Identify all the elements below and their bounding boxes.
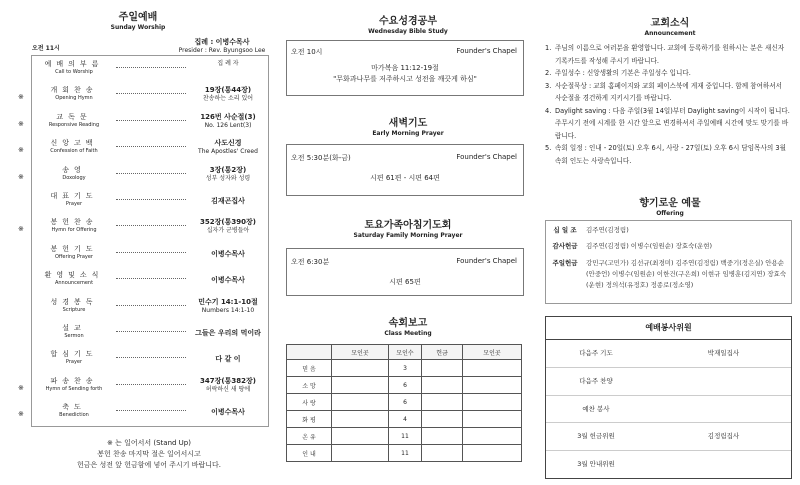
column-header: 모인곳: [463, 345, 522, 360]
volunteer-role: 3월 헌금위원: [577, 432, 615, 441]
volunteer-role: 3월 안내위원: [577, 460, 615, 469]
volunteer-person: 박재일집사: [707, 349, 740, 357]
worship-order-row: [18, 83, 268, 109]
worship-order-row: [32, 321, 268, 347]
worship-value: [188, 377, 268, 394]
dawn-prayer-time: 오전 5:30분(화-금): [291, 154, 351, 162]
volunteer-person: 김정림집사: [707, 432, 740, 441]
table-row: [287, 394, 522, 411]
table-cell: [422, 428, 463, 445]
worship-item: [34, 113, 114, 129]
worship-item-en: Doxology: [62, 174, 86, 181]
stand-up-marker: ※: [18, 225, 24, 234]
dotted-leader: [116, 410, 186, 411]
worship-footer: [31, 438, 267, 471]
bible-study-time: 오전 10시: [291, 48, 323, 56]
worship-item-en: Sermon: [64, 333, 84, 339]
worship-value-main: 민수기 14:1-10절: [198, 297, 258, 306]
dotted-leader: [116, 225, 186, 226]
stand-up-marker: ※: [18, 146, 24, 155]
table-cell: 6: [389, 377, 422, 394]
class-meeting-title: 속회보고: [388, 318, 428, 329]
saturday-prayer-box: [286, 248, 524, 296]
stand-up-marker: ※: [18, 172, 24, 181]
worship-order-row: [18, 400, 268, 426]
worship-value: [188, 329, 268, 338]
table-row: [287, 411, 522, 428]
volunteer-role: 예찬 봉사: [582, 404, 610, 413]
worship-time: 오전 11시: [32, 45, 60, 52]
worship-meta: [0, 38, 276, 56]
worship-item-en: Opening Hymn: [55, 95, 93, 102]
offering-subtitle: Offering: [656, 210, 684, 217]
table-cell: 사 랑: [287, 394, 332, 411]
dawn-prayer-title: 새벽기도: [388, 118, 428, 129]
class-meeting-header: [276, 318, 540, 338]
announcement-text: 주님의 이름으로 여러분을 환영합니다. 교회에 등록하기를 원하시는 분은 새신자 기록카드를 작성해 주시기 바랍니다.: [555, 44, 785, 65]
worship-item: [34, 403, 114, 419]
worship-value-main: 352장(통390장): [200, 218, 256, 227]
worship-value-sub: 집 례 자: [217, 60, 239, 67]
offering-names: 김주연(김정림) 이병수(임원순) 장효숙(운현): [586, 242, 713, 250]
worship-value-main: 사도신경: [214, 139, 242, 148]
worship-value-sub: The Apostles' Creed: [198, 148, 258, 156]
worship-value: [188, 218, 268, 235]
table-cell: 11: [389, 445, 422, 462]
worship-value: [188, 355, 268, 364]
worship-value: [188, 60, 268, 68]
table-cell: 4: [389, 411, 422, 428]
worship-item-ko: 합심기도: [50, 350, 98, 359]
announcement-text: 사순절묵상 : 교회 홈페이지와 교회 페이스북에 게재 중입니다. 함께 참여하셔서 사순절을 경건하게 지키시기를 바랍니다.: [555, 81, 783, 102]
worship-item-ko: 설교: [62, 324, 86, 332]
worship-value-main: 19장(통44장): [204, 86, 252, 95]
worship-item-ko: 대표기도: [50, 192, 98, 200]
volunteer-title: 예배봉사위원: [546, 317, 791, 340]
table-cell: 소 망: [287, 377, 332, 394]
worship-item-en: Scripture: [62, 306, 86, 313]
worship-value: [188, 298, 268, 315]
worship-item: [34, 271, 114, 287]
worship-order-row: [18, 110, 268, 136]
worship-order-row: [18, 136, 268, 162]
worship-value-sub: 십자가 군병들아: [206, 227, 250, 235]
worship-value-sub: No. 126 Lent(3): [204, 121, 252, 129]
offering-label: 십 일 조: [553, 226, 577, 234]
table-cell: [332, 377, 389, 394]
worship-order-row: [32, 268, 268, 294]
worship-order-row: [18, 215, 268, 241]
table-cell: [463, 360, 522, 377]
saturday-prayer-time: 오전 6:30분: [291, 258, 330, 266]
dotted-leader: [116, 357, 186, 358]
stand-up-marker: ※: [18, 383, 24, 392]
table-header-row: [287, 345, 522, 360]
dotted-leader: [116, 331, 186, 332]
dotted-leader: [116, 93, 186, 94]
worship-value-sub: Numbers 14:1-10: [201, 306, 255, 314]
announcement-text: 속회 일정 : 인내 - 20일(토) 오후 6시, 사랑 - 27일(토) 오후 6시 담임목사의 3월 속회 인도는 사랑속입니다.: [555, 144, 786, 165]
table-cell: 인 내: [287, 445, 332, 462]
column-header: [287, 345, 332, 360]
worship-value-sub: 찬송하는 소리 있어: [202, 95, 254, 103]
table-cell: 온 유: [287, 428, 332, 445]
worship-item-en: Call to Worship: [55, 69, 93, 75]
dawn-prayer-subtitle: Early Morning Prayer: [372, 130, 444, 137]
worship-item-ko: 환영및소식: [44, 271, 104, 280]
volunteer-row: [546, 451, 791, 478]
table-cell: [332, 394, 389, 411]
table-row: [287, 445, 522, 462]
dotted-leader: [116, 252, 186, 253]
dotted-leader: [116, 146, 186, 147]
worship-item-ko: 교독문: [56, 112, 92, 121]
table-cell: [422, 445, 463, 462]
table-cell: [463, 445, 522, 462]
worship-order-row: [32, 347, 268, 373]
table-cell: [463, 428, 522, 445]
volunteer-row: [546, 423, 791, 451]
offering-header: [540, 198, 800, 218]
announcement-item: [545, 80, 790, 105]
worship-order-row: [32, 57, 268, 83]
table-row: [287, 360, 522, 377]
volunteer-row: [546, 368, 791, 396]
worship-value: [188, 250, 268, 259]
offering-box: [545, 220, 792, 304]
table-cell: 믿 음: [287, 360, 332, 377]
worship-value-main: 3장(통2장): [209, 165, 247, 174]
worship-item-ko: 봉헌기도: [50, 244, 98, 253]
worship-item-ko: 봉헌찬송: [50, 218, 98, 227]
worship-item: [34, 245, 114, 261]
dawn-prayer-header: [276, 118, 540, 138]
offering-label: 주일헌금: [552, 259, 578, 267]
worship-item-en: Hymn for Offering: [51, 227, 97, 234]
worship-header: [0, 12, 276, 32]
worship-item-ko: 축도: [62, 403, 86, 412]
volunteer-role: 다음주 찬양: [579, 376, 613, 385]
worship-item-ko: 송영: [62, 165, 86, 174]
table-row: [287, 377, 522, 394]
stand-up-marker: ※: [18, 93, 24, 102]
column-header: 모인수: [389, 345, 422, 360]
class-meeting-table: [286, 344, 522, 462]
worship-item-en: Announcement: [54, 280, 94, 287]
worship-item-en: Confession of Faith: [50, 148, 98, 155]
worship-order-row: [18, 374, 268, 400]
table-cell: [422, 411, 463, 428]
table-cell: [422, 360, 463, 377]
offering-title: 향기로운 예물: [639, 198, 701, 209]
dotted-leader: [116, 384, 186, 385]
worship-value-main: 347장(통382장): [200, 376, 256, 385]
worship-item: [34, 139, 114, 155]
announcement-item: [545, 42, 790, 67]
worship-item: [34, 218, 114, 234]
announcement-title: 교회소식: [650, 18, 690, 29]
presider-en: Presider : Rev. Byungsoo Lee: [178, 47, 266, 54]
worship-column: [0, 0, 276, 485]
worship-item-ko: 예배의부름: [44, 60, 104, 68]
column-header: 헌금: [422, 345, 463, 360]
worship-item: [34, 324, 114, 340]
worship-value-main: 김재곤집사: [211, 197, 245, 205]
order-of-worship: [18, 55, 269, 427]
bible-study-header: [276, 16, 540, 36]
dotted-leader: [116, 67, 186, 68]
stand-up-marker: ※: [18, 410, 24, 419]
announcement-item: [545, 67, 790, 80]
bible-study-box: [286, 40, 524, 96]
dotted-leader: [116, 120, 186, 121]
worship-value-sub: 성부 성자와 성령: [205, 174, 251, 182]
worship-value: [188, 408, 268, 417]
bible-study-place: Founder's Chapel: [456, 47, 517, 55]
table-cell: [332, 428, 389, 445]
announcement-list: [545, 42, 790, 167]
worship-item-ko: 성경봉독: [50, 297, 98, 306]
dawn-prayer-text: 시편 61편 - 시편 64편: [370, 174, 440, 182]
bible-study-topic: "무화과나무를 저주하시고 성전을 깨끗게 하심": [333, 75, 477, 83]
announcement-text: Daylight saving : 다음 주일(3월 14일)부터 Daylight saving이 시작이 됩니다. 주무시기 전에 시계를 한 시간 앞으로 변경하셔서 주일예배 시간에 맞도 맞기를 바랍니다.: [555, 106, 790, 140]
announcement-item: [545, 142, 790, 167]
table-cell: 화 평: [287, 411, 332, 428]
offering-names: 김주연(김정림): [586, 226, 629, 234]
stand-up-note: ※ 는 일어서서 (Stand Up): [107, 439, 191, 447]
presider-ko: 집례 : 이병수목사: [194, 38, 250, 46]
offering-names: 강민구(고민가) 김선규(최경미) 김주연(김정림) 백중기(정은실) 안용순(안중언) 이병수(임원순) 이한건(구은희) 이현규 임병훈(김지연) 장효숙(운현) 정의석(유정호) 정종로(정소영): [586, 259, 787, 289]
table-row: [287, 428, 522, 445]
worship-value-main: 이병수목사: [211, 276, 245, 285]
table-cell: 6: [389, 394, 422, 411]
worship-value-sub: 허락하신 새 땅에: [205, 385, 251, 393]
announcement-subtitle: Announcement: [644, 30, 696, 37]
table-cell: [332, 411, 389, 428]
saturday-prayer-text: 시편 65편: [389, 278, 421, 286]
worship-value-main: 이병수목사: [211, 249, 245, 258]
table-cell: 3: [389, 360, 422, 377]
dawn-prayer-place: Founder's Chapel: [456, 153, 517, 161]
table-cell: [463, 377, 522, 394]
saturday-prayer-subtitle: Saturday Family Morning Prayer: [353, 232, 463, 239]
announcement-header: [540, 18, 800, 38]
column-header: 모인곳: [332, 345, 389, 360]
table-cell: [463, 411, 522, 428]
bible-study-passage: 마가복음 11:12-19절: [371, 64, 439, 72]
announcement-number: 2.: [545, 69, 552, 77]
worship-item: [34, 350, 114, 366]
worship-value: [188, 139, 268, 156]
volunteer-role: 다음주 기도: [579, 349, 613, 357]
worship-value-main: 126번 사순절(3): [200, 112, 256, 121]
saturday-prayer-header: [276, 220, 540, 240]
worship-item: [34, 86, 114, 102]
class-meeting-subtitle: Class Meeting: [384, 330, 432, 337]
table-cell: [332, 360, 389, 377]
worship-title: 주일예배: [118, 12, 158, 23]
presider: [172, 38, 272, 55]
worship-item-ko: 신앙고백: [50, 139, 98, 148]
saturday-prayer-place: Founder's Chapel: [456, 257, 517, 265]
worship-item: [34, 166, 114, 182]
table-cell: [422, 394, 463, 411]
worship-item: [34, 60, 114, 76]
volunteer-table: [545, 316, 792, 479]
dotted-leader: [116, 278, 186, 279]
volunteer-row: [546, 340, 791, 368]
worship-item-en: Responsive Reading: [48, 121, 100, 128]
table-cell: [463, 394, 522, 411]
announcement-number: 3.: [545, 81, 552, 90]
worship-item-en: Prayer: [65, 359, 83, 366]
announcement-item: [545, 105, 790, 143]
worship-item: [34, 377, 114, 393]
announcement-number: 4.: [545, 106, 552, 115]
worship-item-ko: 파송찬송: [50, 376, 98, 385]
worship-value: [188, 166, 268, 183]
announcement-number: 1.: [545, 44, 552, 52]
offering-hymn-note: 봉헌 찬송 마지막 절은 일어서시고: [97, 450, 201, 458]
worship-item: [34, 298, 114, 314]
worship-value-main: 이병수목사: [211, 408, 245, 417]
volunteer-row: [546, 396, 791, 424]
worship-item: [34, 192, 114, 208]
worship-order-row: [32, 295, 268, 321]
offering-label: 감사헌금: [552, 242, 578, 250]
table-cell: 11: [389, 428, 422, 445]
dawn-prayer-box: [286, 144, 524, 196]
worship-value: [188, 276, 268, 285]
worship-order-row: [32, 242, 268, 268]
worship-value: [188, 113, 268, 130]
worship-item-en: Hymn of Sending forth: [45, 385, 103, 392]
announcement-number: 5.: [545, 144, 552, 152]
table-cell: [422, 377, 463, 394]
stand-up-marker: ※: [18, 119, 24, 128]
worship-value-main: 그들은 우리의 먹이라: [195, 329, 261, 337]
dotted-leader: [116, 305, 186, 306]
worship-item-en: Prayer: [65, 201, 83, 207]
dotted-leader: [116, 173, 186, 174]
worship-item-ko: 개회찬송: [50, 86, 98, 95]
offering-box-note: 헌금은 성전 앞 헌금함에 넣어 주시기 바랍니다.: [76, 461, 222, 469]
worship-value: [188, 197, 268, 206]
worship-order-row: [18, 163, 268, 189]
worship-order-row: [32, 189, 268, 215]
table-cell: [332, 445, 389, 462]
bible-study-title: 수요성경공부: [379, 16, 437, 27]
worship-value-main: 다 같 이: [215, 355, 241, 364]
worship-subtitle: Sunday Worship: [110, 24, 166, 31]
worship-item-en: Offering Prayer: [55, 253, 93, 260]
bible-study-subtitle: Wednesday Bible Study: [368, 28, 448, 35]
worship-value: [188, 86, 268, 103]
worship-item-en: Benediction: [59, 412, 89, 419]
dotted-leader: [116, 199, 186, 200]
saturday-prayer-title: 토요가족아침기도회: [364, 220, 452, 231]
announcement-text: 주일성수 : 신앙생활의 기본은 주일성수 입니다.: [555, 69, 691, 77]
